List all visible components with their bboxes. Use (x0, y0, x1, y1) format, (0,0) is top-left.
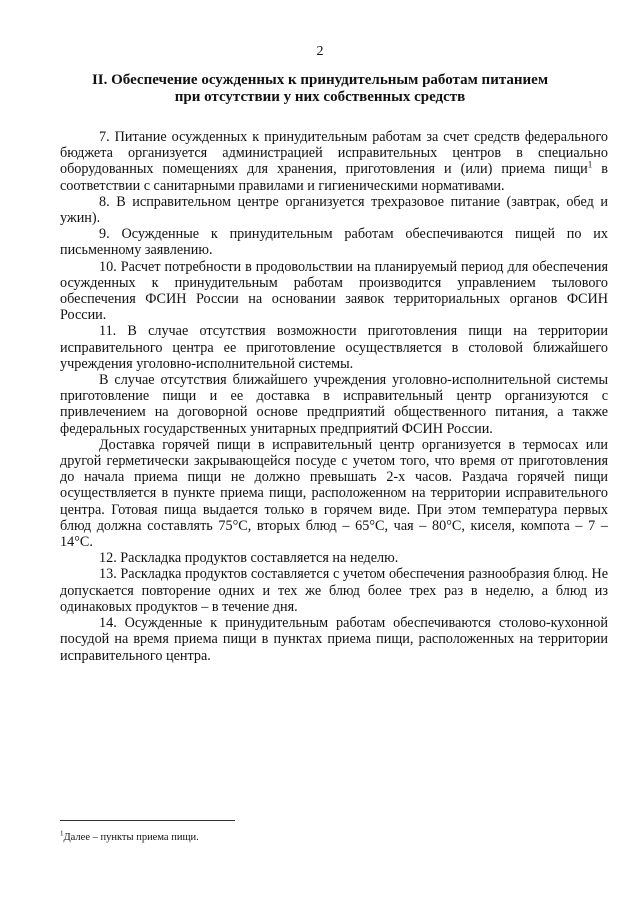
paragraph-7-text: 7. Питание осужденных к принудительным работам за счет средств федерального бюджета организуется администрацией исправительных центров в специально оборудованных помещениях для хранения, приготовления и (или) приема пищи (60, 129, 608, 178)
footnote-marker: 1 (587, 159, 593, 170)
heading-line-1: II. Обеспечение осужденных к принудительным работам питанием (91, 72, 549, 88)
paragraph-9: 9. Осужденные к принудительным работам обеспечиваются пищей по их письменному заявлению. (60, 226, 608, 259)
paragraph-7-text-cont: в соответствии с санитарными правилами и гигиеническими нормативами. (60, 161, 608, 194)
footnote-number: 1 (60, 829, 64, 838)
paragraph-7 (60, 129, 608, 194)
paragraph-8: 8. В исправительном центре организуется трехразовое питание (завтрак, обед и ужин). (60, 193, 608, 227)
paragraph-11-second: В случае отсутствия ближайшего учреждения уголовно-исполнительной системы приготовление пищи и ее доставка в исправительный центр организуются с привлечением на договорной основе предприятий общественного питания, а также федеральных государственных унитарных предприятий ФСИН России. (60, 372, 608, 437)
footnote-text: Далее – пункты приема пищи. (63, 832, 199, 843)
paragraph-10: 10. Расчет потребности в продовольствии на планируемый период для обеспечения осужденных к принудительным работам производится управлением тылового обеспечения ФСИН России на основании заявок территориальных органов ФСИН России. (60, 258, 608, 324)
footnote-divider (60, 820, 235, 821)
document-body (60, 129, 608, 664)
paragraph-14: 14. Осужденные к принудительным работам обеспечиваются столово-кухонной посудой на время приема пищи в пунктах приема пищи, расположенных на территории исправительного центра. (60, 615, 608, 664)
heading-line-2: при отсутствии у них собственных средств (174, 89, 466, 105)
page-number: 2 (316, 44, 324, 59)
paragraph-11-delivery: Доставка горячей пищи в исправительный центр организуется в термосах или другой герметически закрывающейся посуде с учетом того, что время от приготовления до начала приема пищи не должно превышать 2-х часов. Раздача горячей пищи осуществляется в пункте приема пищи, расположенном на территории исправительного центра. Готовая пища выдается только в горячем виде. При этом температура первых блюд должна составлять 75°С, вторых блюд – 65°С, чая – 80°С, киселя, компота – 7 – 14°С. (60, 436, 608, 551)
paragraph-11: 11. В случае отсутствия возможности приготовления пищи на территории исправительного центра ее приготовление осуществляется в столовой ближайшего учреждения уголовно-исполнительной системы. (60, 323, 608, 372)
paragraph-12: 12. Раскладка продуктов составляется на неделю. (99, 550, 399, 567)
section-heading (60, 72, 580, 106)
footnote (60, 829, 199, 843)
paragraph-13: 13. Раскладка продуктов составляется с учетом обеспечения разнообразия блюд. Не допускается повторение одних и тех же блюд более трех раз в неделю, а блюд из одинаковых продуктов – в течение дня. (60, 566, 608, 615)
